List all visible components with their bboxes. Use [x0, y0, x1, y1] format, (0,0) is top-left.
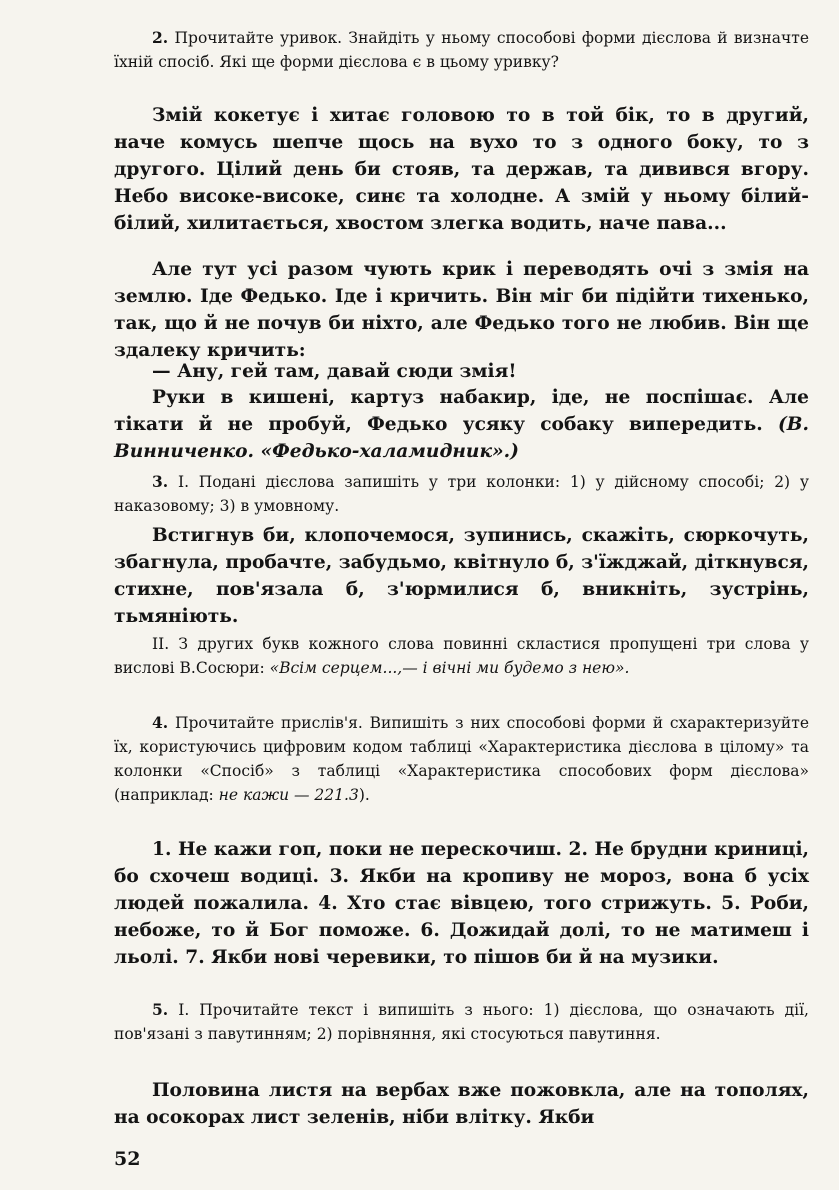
task-2-number: 2. [152, 28, 169, 47]
task-4-instruction [114, 711, 809, 807]
task-4-text: Прочитайте прислів'я. Випишіть з них способові форми й схарактеризуйте їх, користуючись цифровим кодом таблиці «Характеристика дієслова в цілому» та колонки «Спосіб» з таблиці «Характеристика способових форм дієслова» (наприклад: [114, 714, 809, 804]
passage-dialogue-line: — Ану, гей там, давай сюди змія! [152, 361, 517, 382]
proverbs-list: 1. Не кажи гоп, поки не перескочиш. 2. Не брудни криниці, бо схочеш водиці. 3. Якби на кропиву не мороз, вона б усіх людей пожалила. 4. Хто стає вівцею, того стрижуть. 5. Роби, небоже, то й Бог поможе. 6. Дожидай долі, то не матимеш і льолі. 7. Якби нові черевики, то пішов би й на музики. [114, 839, 809, 968]
task-2-text: Прочитайте уривок. Знайдіть у ньому способові форми дієслова й визначте їхній спосіб. Які ще форми дієслова є в цьому уривку? [114, 29, 809, 71]
sosiura-quote: «Всім серцем...,— і вічні ми будемо з нею». [269, 659, 630, 677]
task-5-instruction [114, 998, 809, 1046]
passage-paragraph-2: Але тут усі разом чують крик і переводять очі з змія на землю. Іде Федько. Іде і кричить. Він міг би підійти тихенько, так, що й не почув би ніхто, але Федько того не любив. Він ще здалеку кричить: [114, 259, 809, 361]
task-3-instruction [114, 470, 809, 518]
task-3-number: 3. [152, 472, 169, 491]
task-3-part1-text: І. Подані дієслова запишіть у три колонки: 1) у дійсному способі; 2) у наказовому; 3) в умовному. [114, 473, 809, 515]
task-3-part2-text: ІІ. З других букв кожного слова повинні скластися пропущені три слова у вислові В.Сосюри: [114, 635, 809, 677]
task-2-instruction [114, 26, 809, 74]
passage-source: (В. Винниченко. «Федько-халамидник».) [114, 414, 809, 462]
page-number: 52 [114, 1148, 141, 1170]
task-3-word-list: Встигнув би, клопочемося, зупинись, скажіть, сюркочуть, збагнула, пробачте, забудьмо, квітнуло б, з'їжджай, діткнувся, стихне, пов'язала б, з'юрмилися б, вникніть, зустрінь, тьмяніють. [114, 525, 809, 627]
task-4-number: 4. [152, 713, 169, 732]
task-3-part2 [114, 632, 809, 680]
task-5-text: І. Прочитайте текст і випишіть з нього: 1) дієслова, що означають дії, пов'язані з павутинням; 2) порівняння, які стосуються павутиння. [114, 1001, 809, 1043]
task-5-number: 5. [152, 1000, 169, 1019]
task-4-text-end: ). [358, 786, 370, 804]
task-4-example: не кажи — 221.3 [218, 786, 359, 804]
passage-paragraph-4 [114, 384, 809, 465]
passage-paragraph-1: Змій кокетує і хитає головою то в той бік, то в другий, наче комусь шепче щось на вухо то з одного боку, то з другого. Цілий день би стояв, та держав, та дивився вгору. Небо високе-високе, синє та холодне. А змій у ньому білий-білий, хилитається, хвостом злегка водить, наче пава... [114, 105, 809, 234]
passage-paragraph-4-text: Руки в кишені, картуз набакир, іде, не поспішає. Але тікати й не пробуй, Федько усяку собаку випередить. [114, 387, 809, 435]
task-5-passage: Половина листя на вербах вже пожовкла, але на тополях, на осокорах лист зеленів, ніби влітку. Якби [114, 1080, 809, 1128]
